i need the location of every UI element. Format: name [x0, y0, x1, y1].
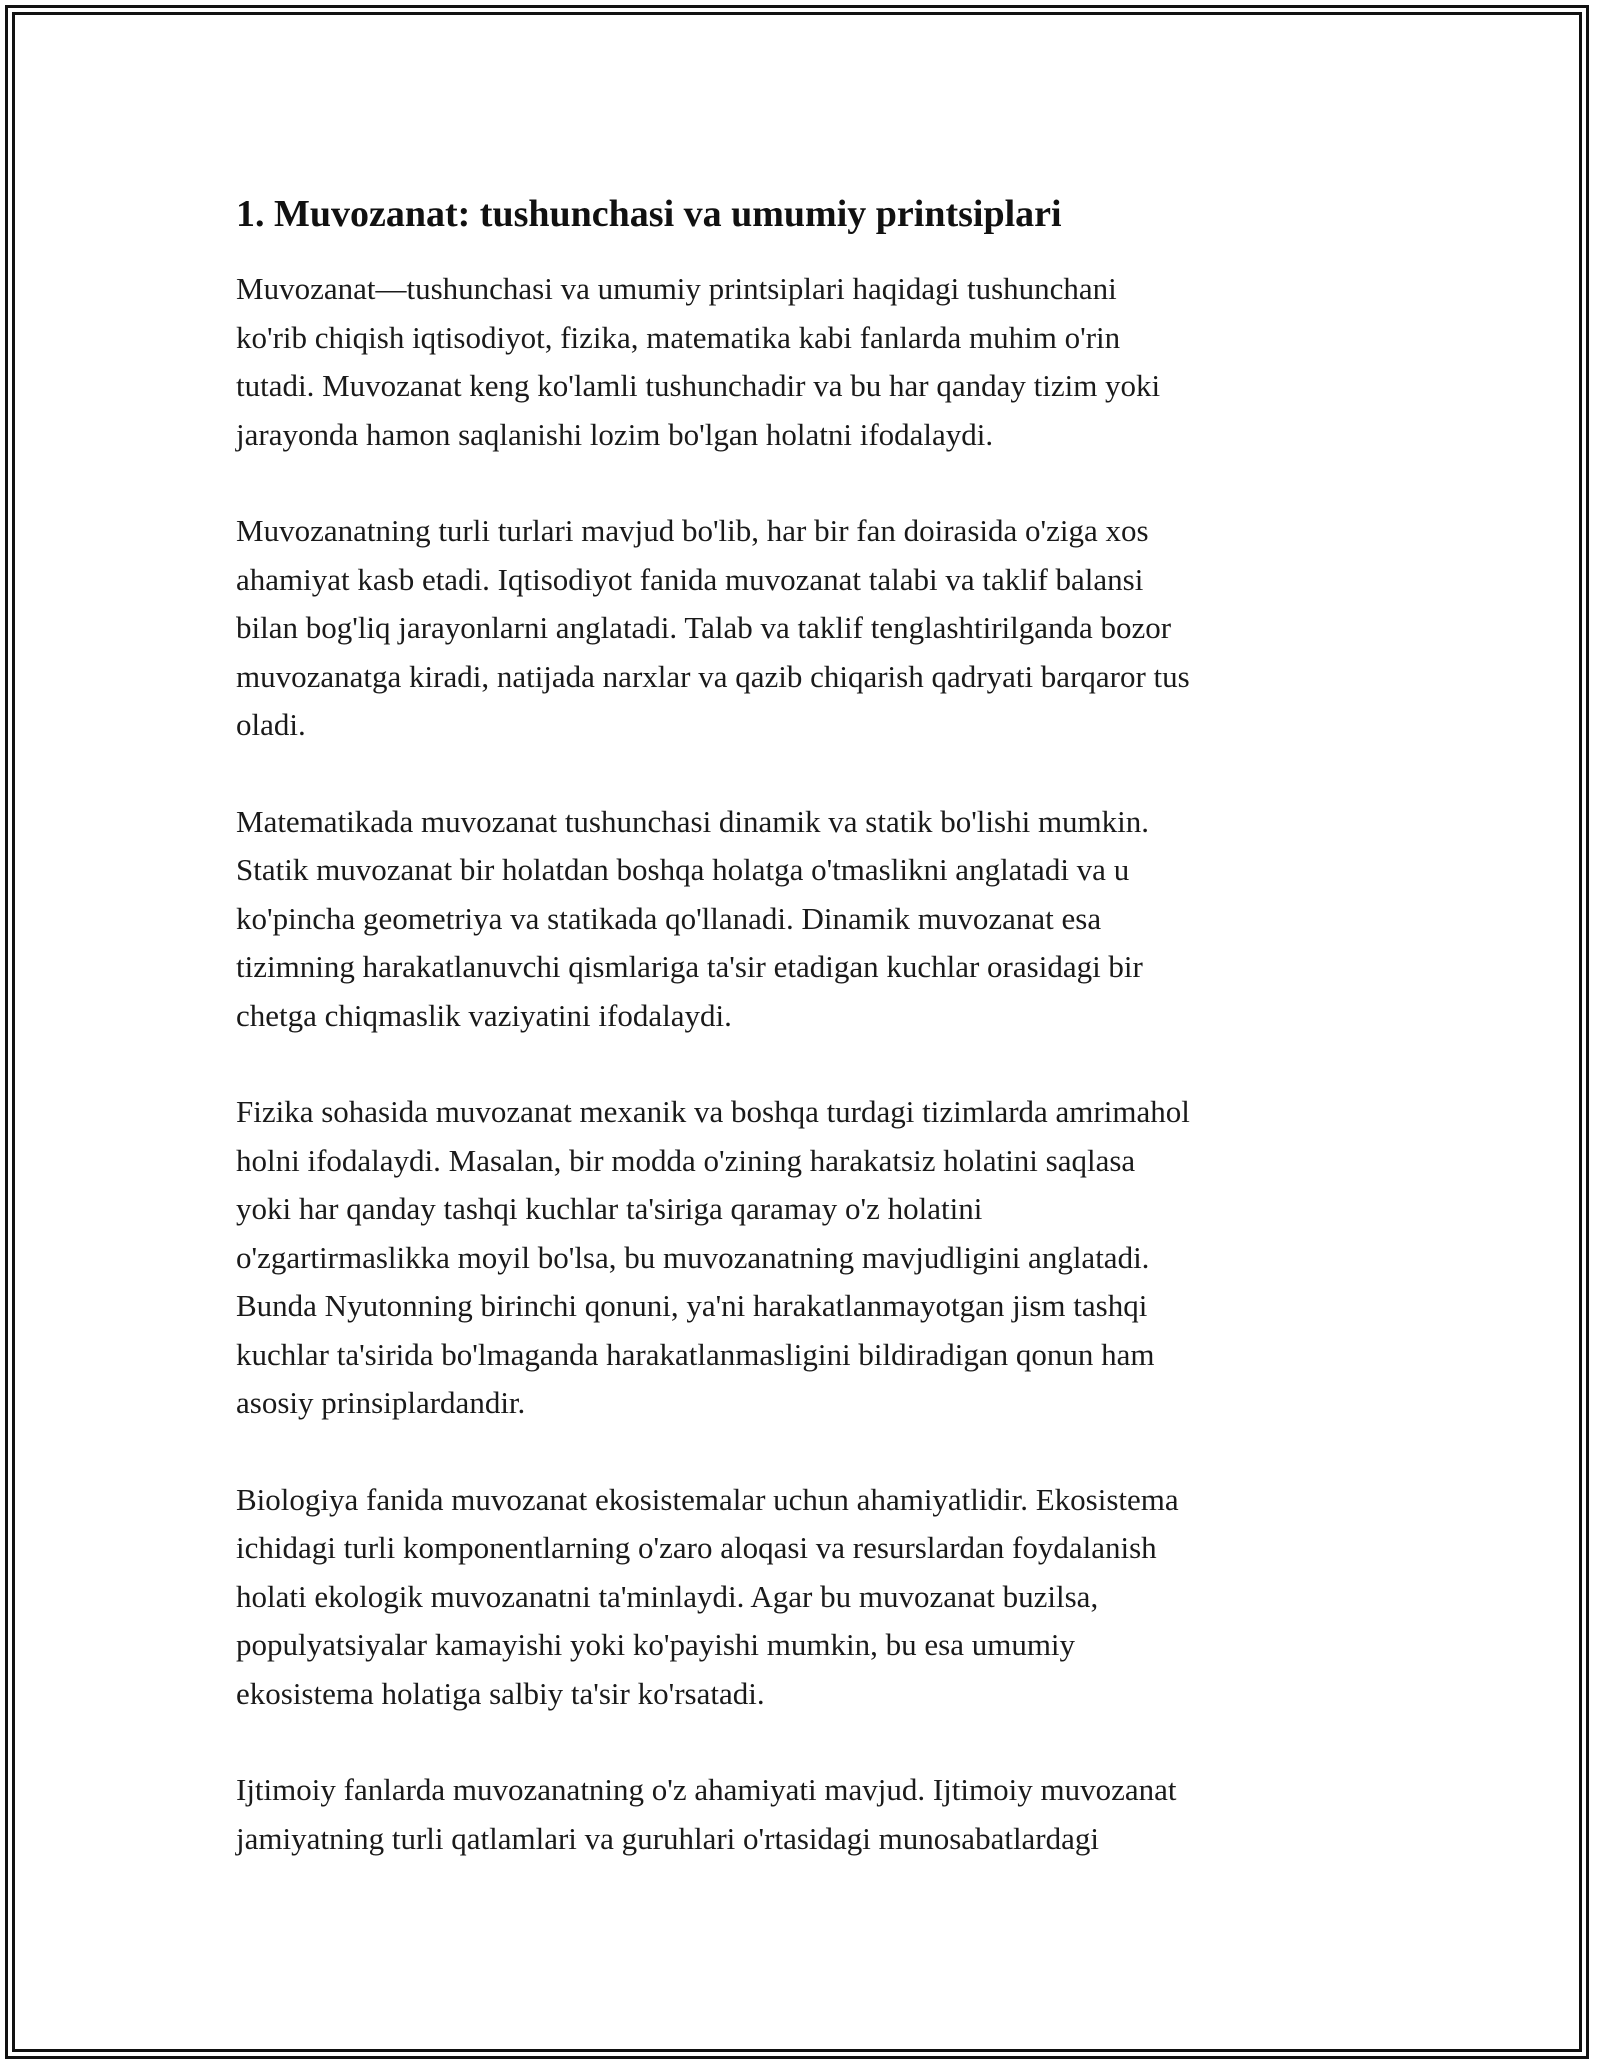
paragraph-intro: [236, 265, 1376, 459]
text-line: ko'rib chiqish iqtisodiyot, fizika, matematika kabi fanlarda muhim o'rin: [236, 319, 1121, 355]
text-line: Matematikada muvozanat tushunchasi dinamik va statik bo'lishi mumkin.: [236, 803, 1150, 839]
text-line: ichidagi turli komponentlarning o'zaro aloqasi va resurslardan foydalanish: [236, 1530, 1157, 1565]
text-line: asosiy prinsiplardandir.: [236, 1385, 526, 1420]
text-line: ekosistema holatiga salbiy ta'sir ko'rsatadi.: [236, 1675, 765, 1711]
text-line: jamiyatning turli qatlamlari va guruhlari o'rtasidagi munosabatlardagi: [236, 1820, 1100, 1856]
text-line: Muvozanat—tushunchasi va umumiy printsiplari haqidagi tushunchani: [236, 271, 1117, 306]
text-line: yoki har qanday tashqi kuchlar ta'siriga qaramay o'z holatini: [236, 1191, 983, 1226]
text-line: holati ekologik muvozanatni ta'minlaydi. Agar bu muvozanat buzilsa,: [236, 1578, 1099, 1614]
text-line: holni ifodalaydi. Masalan, bir modda o'zining harakatsiz holatini saqlasa: [236, 1142, 1136, 1178]
text-line: kuchlar ta'sirida bo'lmaganda harakatlanmasligini bildiradigan qonun ham: [236, 1336, 1155, 1372]
text-line: Ijtimoiy fanlarda muvozanatning o'z ahamiyati mavjud. Ijtimoiy muvozanat: [236, 1772, 1177, 1807]
text-line: Fizika sohasida muvozanat mexanik va boshqa turdagi tizimlarda amrimahol: [236, 1094, 1190, 1129]
text-line: chetga chiqmaslik vaziyatini ifodalaydi.: [236, 997, 732, 1033]
paragraph-social-sciences: [236, 1766, 1376, 1863]
text-line: muvozanatga kiradi, natijada narxlar va qazib chiqarish qadryati barqaror tus: [236, 658, 1190, 694]
document-body: [236, 188, 1376, 1911]
text-line: Biologiya fanida muvozanat ekosistemalar uchun ahamiyatlidir. Ekosistema: [236, 1481, 1179, 1517]
paragraph-physics: [236, 1088, 1376, 1428]
text-line: bilan bog'liq jarayonlarni anglatadi. Talab va taklif tenglashtirilganda bozor: [236, 610, 1172, 645]
text-line: tizimning harakatlanuvchi qismlariga ta'sir etadigan kuchlar orasidagi bir: [236, 949, 1143, 984]
text-line: Bunda Nyutonning birinchi qonuni, ya'ni harakatlanmayotgan jism tashqi: [236, 1288, 1148, 1323]
text-line: tutadi. Muvozanat keng ko'lamli tushunchadir va bu har qanday tizim yoki: [236, 368, 1161, 403]
text-line: o'zgartirmaslikka moyil bo'lsa, bu muvozanatning mavjudligini anglatadi.: [236, 1239, 1150, 1275]
text-line: jarayonda hamon saqlanishi lozim bo'lgan holatni ifodalaydi.: [236, 416, 994, 452]
text-line: Muvozanatning turli turlari mavjud bo'lib, har bir fan doirasida o'ziga xos: [236, 513, 1149, 548]
text-line: oladi.: [236, 707, 306, 742]
paragraph-economics: [236, 507, 1376, 750]
paragraph-mathematics: [236, 798, 1376, 1041]
section-heading: 1. Muvozanat: tushunchasi va umumiy printsiplari: [236, 193, 1062, 235]
text-line: ko'pincha geometriya va statikada qo'llanadi. Dinamik muvozanat esa: [236, 900, 1102, 936]
text-line: populyatsiyalar kamayishi yoki ko'payishi mumkin, bu esa umumiy: [236, 1627, 1076, 1662]
text-line: Statik muvozanat bir holatdan boshqa holatga o'tmaslikni anglatadi va u: [236, 852, 1130, 887]
paragraph-biology: [236, 1476, 1376, 1719]
text-line: ahamiyat kasb etadi. Iqtisodiyot fanida muvozanat talabi va taklif balansi: [236, 561, 1144, 597]
